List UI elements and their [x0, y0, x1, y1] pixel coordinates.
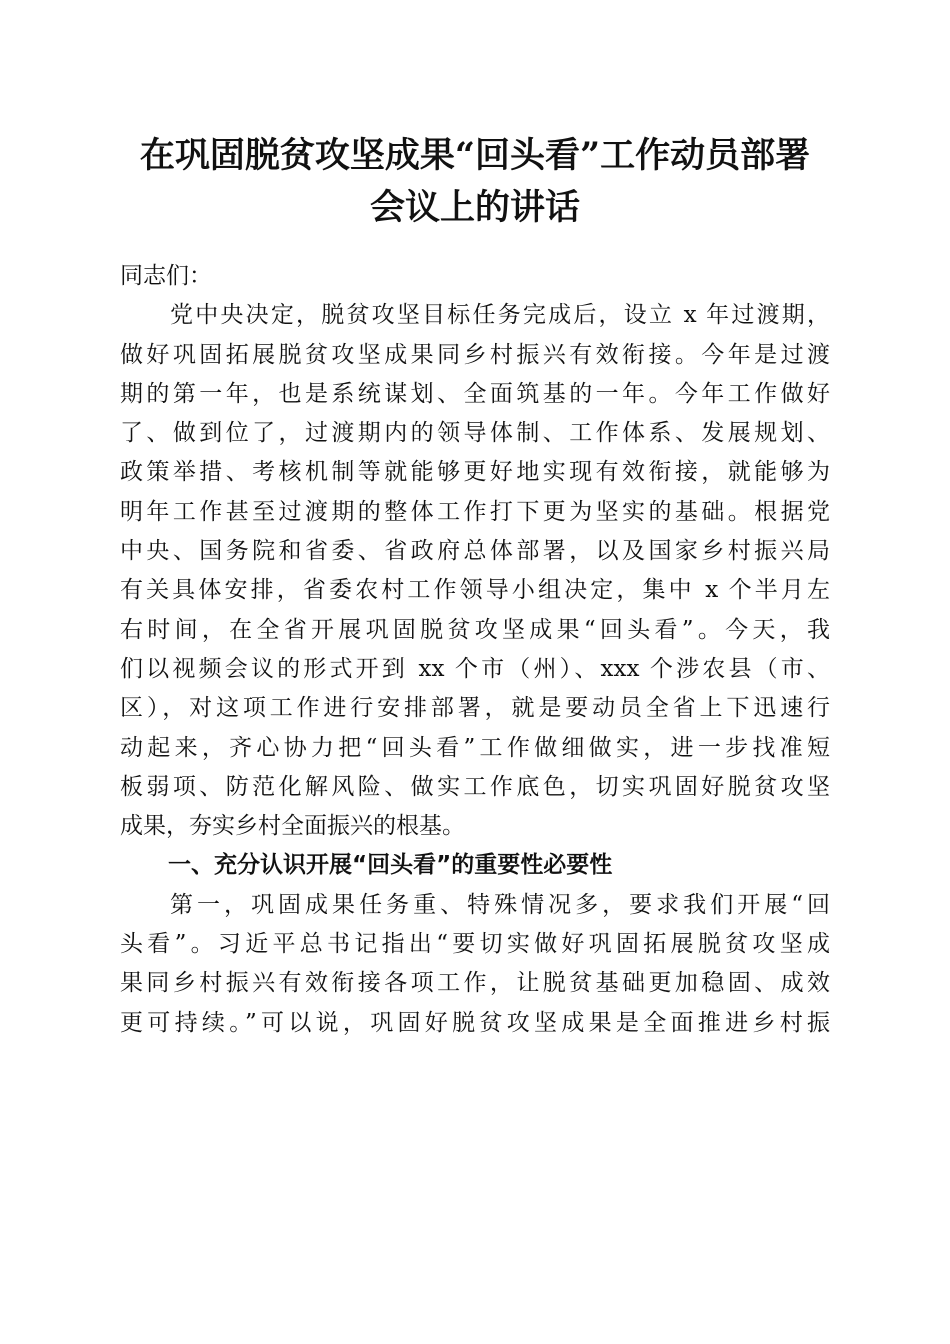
title-line-1: 在巩固脱贫攻坚成果“回头看”工作动员部署 — [139, 135, 811, 176]
paragraph-line: 动起来，齐心协力把“回头看”工作做细做实，进一步找准短 — [120, 734, 830, 761]
paragraph-line: 党中央决定，脱贫攻坚目标任务完成后，设立 x 年过渡期， — [170, 302, 830, 329]
paragraph-line: 了、做到位了，过渡期内的领导体制、工作体系、发展规划、 — [120, 420, 830, 447]
paragraph-line: 中央、国务院和省委、省政府总体部署，以及国家乡村振兴局 — [120, 538, 830, 565]
paragraph-line: 第一，巩固成果任务重、特殊情况多，要求我们开展“回 — [170, 891, 830, 918]
paragraph-line: 做好巩固拓展脱贫攻坚成果同乡村振兴有效衔接。今年是过渡 — [120, 341, 830, 368]
document-title — [110, 130, 840, 234]
paragraph-line: 成果，夯实乡村全面振兴的根基。 — [120, 813, 465, 840]
paragraph-line: 政策举措、考核机制等就能够更好地实现有效衔接，就能够为 — [120, 459, 830, 486]
paragraph-line: 们以视频会议的形式开到 xx 个市（州）、xxx 个涉农县（市、 — [120, 655, 830, 682]
paragraph-line: 果同乡村振兴有效衔接各项工作，让脱贫基础更加稳固、成效 — [120, 970, 830, 997]
paragraph-1 — [120, 296, 830, 846]
paragraph-line: 右时间，在全省开展巩固脱贫攻坚成果“回头看”。今天，我 — [120, 616, 830, 643]
title-line-2: 会议上的讲话 — [369, 187, 580, 228]
paragraph-line: 更可持续。”可以说，巩固好脱贫攻坚成果是全面推进乡村振 — [120, 1009, 830, 1036]
section-heading-1: 一、充分认识开展“回头看”的重要性必要性 — [168, 852, 613, 879]
document-body — [120, 257, 830, 1043]
paragraph-line: 有关具体安排，省委农村工作领导小组决定，集中 x 个半月左 — [120, 577, 830, 604]
paragraph-2 — [120, 886, 830, 1043]
paragraph-line: 期的第一年，也是系统谋划、全面筑基的一年。今年工作做好 — [120, 380, 830, 407]
paragraph-line: 明年工作甚至过渡期的整体工作打下更为坚实的基础。根据党 — [120, 498, 830, 525]
paragraph-line: 区），对这项工作进行安排部署，就是要动员全省上下迅速行 — [120, 695, 830, 722]
paragraph-line: 头看”。习近平总书记指出“要切实做好巩固拓展脱贫攻坚成 — [120, 931, 830, 958]
paragraph-line: 板弱项、防范化解风险、做实工作底色，切实巩固好脱贫攻坚 — [120, 773, 830, 800]
salutation: 同志们： — [120, 263, 212, 289]
